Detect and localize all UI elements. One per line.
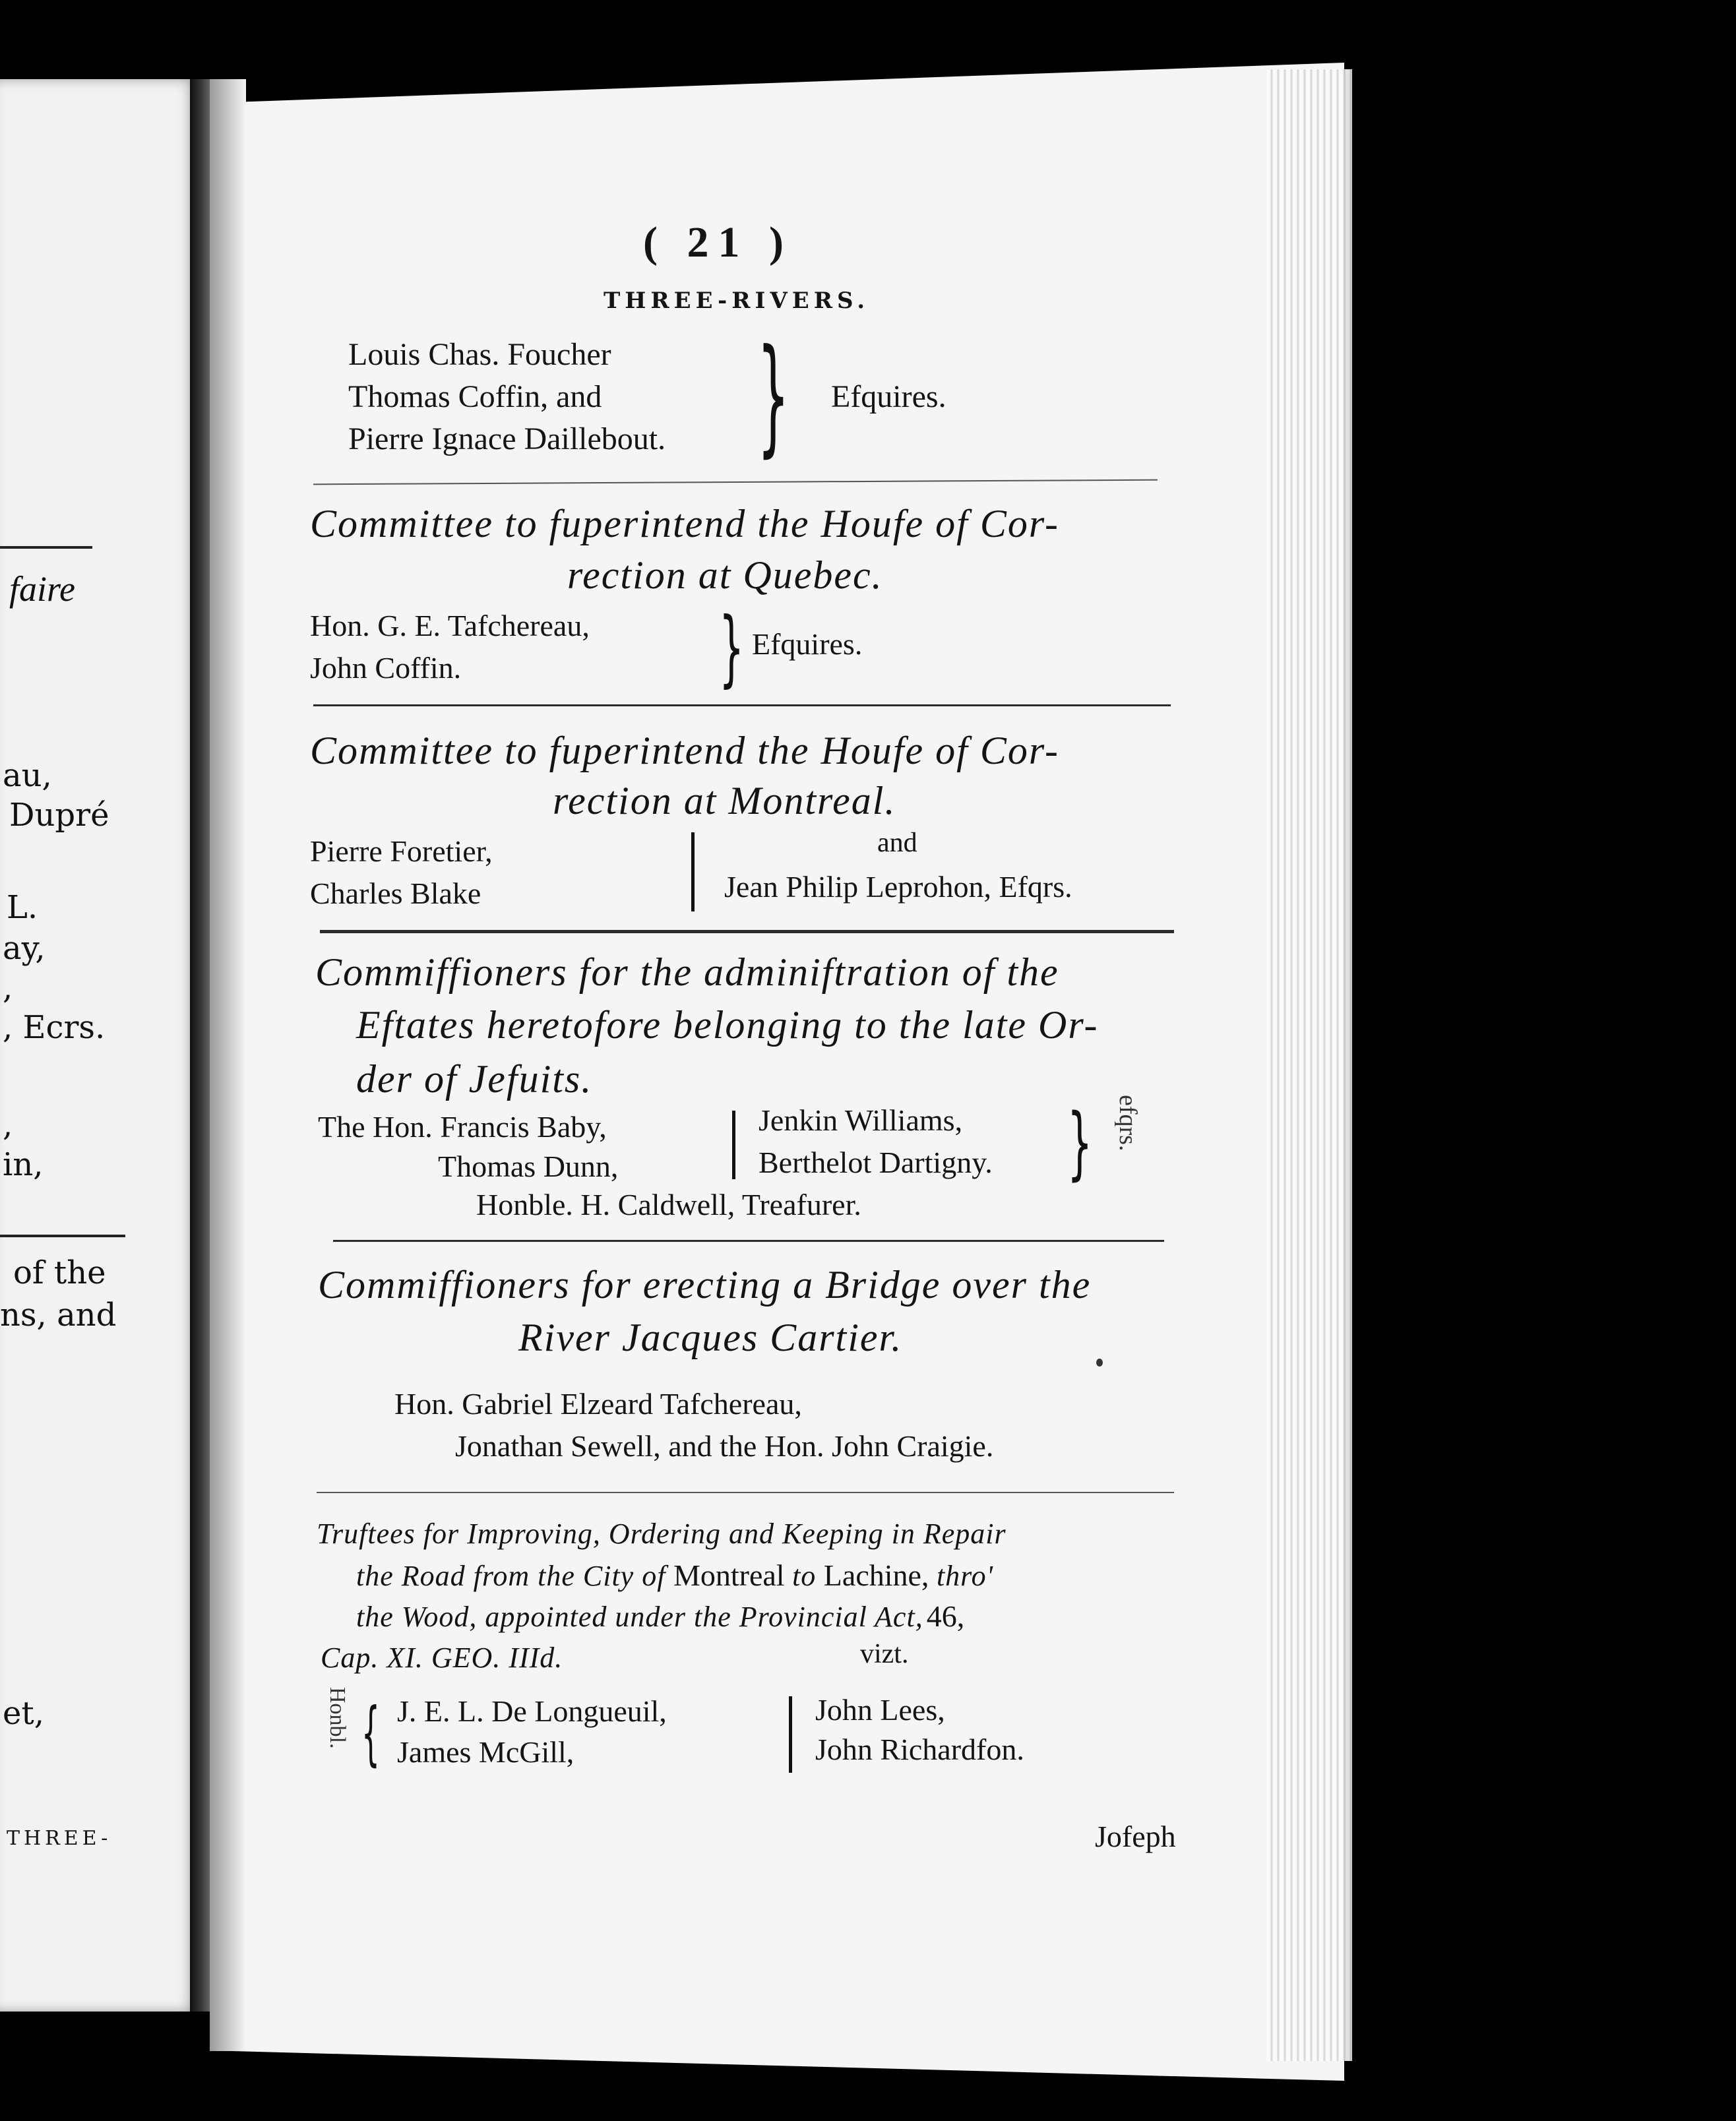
left-page-fragment: , Ecrs. — [3, 1009, 106, 1046]
left-page-fragment: au, — [3, 757, 52, 794]
montreal-heading: Committee to fuperintend the Houfe of Cor- — [310, 729, 1059, 772]
bridge-heading: Commiffioners for erecting a Bridge over the — [318, 1263, 1092, 1306]
lachine-name: James McGill, — [397, 1735, 574, 1769]
three-rivers-name: Louis Chas. Foucher — [348, 337, 611, 372]
lachine-heading-part: to — [792, 1560, 817, 1592]
page-number: ( 21 ) — [643, 218, 793, 266]
three-rivers-name: Pierre Ignace Daillebout. — [348, 421, 666, 456]
ink-speck — [1096, 1359, 1103, 1367]
left-page-fragment: , — [3, 969, 13, 1006]
quebec-name: John Coffin. — [310, 651, 462, 685]
jesuits-heading: der of Jefuits. — [356, 1057, 593, 1101]
jesuits-name: Berthelot Dartigny. — [759, 1146, 993, 1179]
lachine-heading — [356, 1599, 964, 1634]
lachine-name: John Lees, — [815, 1693, 945, 1727]
left-page-fragment: in, — [3, 1146, 44, 1183]
left-page-fragment: L. — [7, 889, 38, 926]
montreal-name: Charles Blake — [310, 876, 481, 910]
lachine-heading-part: Montreal — [673, 1558, 785, 1592]
jesuits-name: Thomas Dunn, — [438, 1150, 619, 1183]
brace: } — [1067, 1097, 1093, 1190]
lachine-name: John Richardfon. — [815, 1733, 1024, 1766]
left-page-rule — [0, 546, 92, 549]
lachine-heading-part: 46, — [926, 1599, 965, 1633]
jesuits-side-title: efqrs. — [1114, 1095, 1142, 1152]
lachine-heading-part: the Road from the City of — [356, 1560, 666, 1592]
bridge-names: Jonathan Sewell, and the Hon. John Craigie. — [455, 1429, 994, 1463]
section-rule — [333, 1240, 1164, 1242]
jesuits-name: Jenkin Williams, — [759, 1103, 963, 1137]
catchword: Jofeph — [1095, 1820, 1176, 1853]
brace: } — [757, 324, 790, 471]
lachine-heading-part: Lachine, — [823, 1558, 929, 1592]
bridge-heading: River Jacques Cartier. — [518, 1316, 903, 1359]
left-page-rule — [0, 1235, 125, 1237]
lachine-name: J. E. L. De Longueuil, — [397, 1694, 667, 1728]
quebec-name: Hon. G. E. Tafchereau, — [310, 609, 590, 642]
page-fold-shadow — [210, 79, 246, 2051]
section-rule — [317, 1492, 1174, 1493]
quebec-heading: Committee to fuperintend the Houfe of Cor- — [310, 502, 1059, 545]
brace: { — [361, 1694, 380, 1775]
left-page-fragment: THREE- — [7, 1827, 112, 1850]
left-page-fragment: ns, and — [0, 1297, 117, 1334]
lachine-heading-part: thro' — [936, 1560, 994, 1592]
column-divider — [789, 1696, 792, 1773]
lachine-heading: vizt. — [860, 1639, 909, 1669]
three-rivers-title: Efquires. — [831, 379, 946, 414]
quebec-title: Efquires. — [752, 627, 863, 661]
quebec-heading: rection at Quebec. — [567, 553, 883, 597]
left-page-fragment: Dupré — [9, 797, 109, 834]
left-page-fragment: ay, — [3, 930, 46, 967]
section-rule — [320, 930, 1174, 933]
left-page-fragment: , — [3, 1107, 13, 1144]
three-rivers-name: Thomas Coffin, and — [348, 379, 602, 414]
jesuits-name: The Hon. Francis Baby, — [318, 1110, 607, 1144]
jesuits-heading: Commiffioners for the adminiftration of the — [315, 950, 1059, 994]
brace: } — [719, 600, 745, 697]
montreal-name: Jean Philip Leprohon, Efqrs. — [724, 870, 1072, 904]
lachine-heading: Truftees for Improving, Ordering and Keeping in Repair — [317, 1518, 1007, 1550]
page-edges — [1266, 69, 1352, 2061]
jesuits-treasurer: Honble. H. Caldwell, Treafurer. — [476, 1188, 861, 1221]
montreal-name: Pierre Foretier, — [310, 834, 493, 868]
lachine-heading — [356, 1558, 993, 1593]
montreal-and: and — [877, 828, 917, 858]
left-page-fragment: of the — [13, 1254, 106, 1291]
lachine-side-title: Honbl. — [325, 1687, 350, 1749]
lachine-heading: Cap. XI. GEO. IIId. — [321, 1642, 563, 1674]
montreal-heading: rection at Montreal. — [553, 779, 896, 822]
jesuits-heading: Eftates heretofore belonging to the late Or- — [356, 1003, 1099, 1047]
running-title: THREE-RIVERS. — [604, 288, 870, 314]
lachine-heading-part: the Wood, appointed under the Provincial Act, — [356, 1601, 923, 1633]
bridge-names: Hon. Gabriel Elzeard Tafchereau, — [394, 1387, 802, 1421]
column-divider — [691, 832, 695, 911]
column-divider — [732, 1111, 735, 1179]
section-rule — [313, 704, 1171, 706]
left-page-fragment: faire — [9, 569, 75, 609]
left-page-fragment: et, — [3, 1695, 44, 1732]
